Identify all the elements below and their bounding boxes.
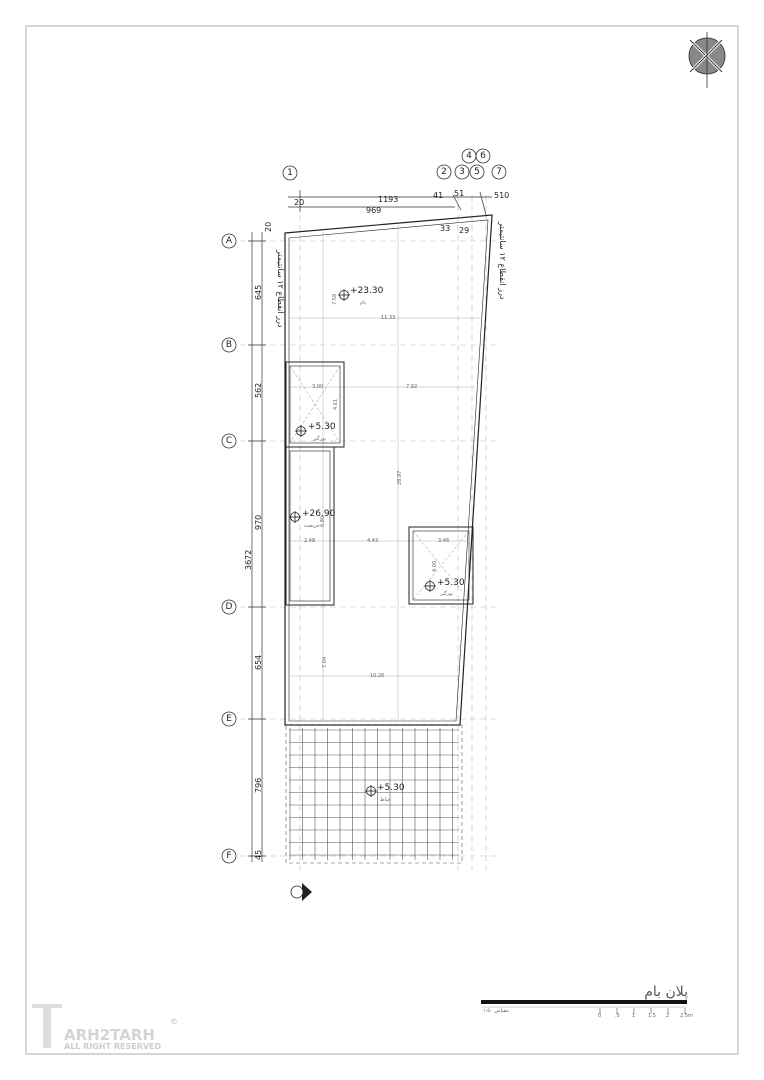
- inner-dim-10: 3.46: [438, 538, 450, 544]
- grid-label-F: F: [226, 851, 232, 861]
- logo-watermark: [32, 1004, 178, 1051]
- dim-top-right-b: 51: [454, 189, 465, 198]
- inner-dim-5: 4.61: [333, 398, 339, 410]
- inner-dim-3: 3.00: [312, 384, 324, 390]
- level-value: +5.30: [437, 578, 465, 588]
- grid-bubble-1: [283, 166, 297, 180]
- inner-dim-8: 6.80: [320, 515, 326, 527]
- grid-label-5: 5: [474, 167, 480, 177]
- dim-top-right-d: 33: [440, 224, 451, 233]
- dim-top-total: 1193: [378, 195, 399, 204]
- grid-label-2: 2: [441, 167, 447, 177]
- grid-label-C: C: [225, 436, 233, 446]
- column-bubbles: [283, 149, 506, 180]
- inner-dim-2: 11.33: [381, 315, 396, 321]
- level-marker-yard: [365, 783, 405, 803]
- grid-bubble-6: [476, 149, 490, 163]
- dim-top-left: 20: [294, 198, 305, 207]
- scale-tick: .5: [615, 1013, 620, 1019]
- grid-bubble-7: [492, 165, 506, 179]
- grid-label-6: 6: [480, 151, 486, 161]
- grid-bubble-4: [462, 149, 476, 163]
- north-arrow-icon: [689, 32, 725, 88]
- sheet-border: [26, 26, 738, 1054]
- row-bubbles: [222, 234, 236, 863]
- dim-left-top: 20: [264, 221, 273, 232]
- inner-dim-4: 7.92: [406, 384, 418, 390]
- level-marker-roof: [338, 286, 384, 306]
- level-label: خرپشته: [304, 523, 320, 529]
- grid-label-D: D: [225, 602, 233, 612]
- scale-label: مقیاس ۱:۵۰: [483, 1008, 509, 1014]
- left-dimensions: [248, 232, 266, 862]
- logo-text: ARH2TARH: [64, 1026, 155, 1044]
- level-value: +26.90: [302, 509, 336, 519]
- level-value: +5.30: [377, 783, 405, 793]
- inner-dim-6: 28.97: [397, 470, 403, 485]
- dim-top-inner: 969: [366, 206, 382, 215]
- grid-label-3: 3: [459, 167, 465, 177]
- dim-left-total: 3672: [244, 549, 253, 570]
- inner-dim-11: 4.00: [432, 560, 438, 572]
- dim-top-right-e: 29: [459, 226, 470, 235]
- level-label: نورگیر: [440, 591, 454, 597]
- grid-label-A: A: [225, 236, 233, 246]
- scale-tick: 2.5m: [680, 1013, 693, 1019]
- level-label: حیاط: [380, 797, 391, 803]
- inner-dim-1: 7.58: [332, 293, 338, 305]
- grid-bubble-3: [455, 165, 469, 179]
- grid-label-B: B: [225, 340, 233, 350]
- grid-label-7: 7: [496, 167, 502, 177]
- grid-label-4: 4: [466, 151, 472, 161]
- dim-left-seg-5: 796: [254, 777, 263, 793]
- dim-left-seg-3: 970: [254, 514, 263, 530]
- dim-left-seg-2: 562: [254, 382, 263, 398]
- scale-ticks: [598, 1013, 693, 1019]
- inner-dims: [304, 294, 449, 679]
- scale-tick: 1: [632, 1013, 636, 1019]
- joint-note-right: درز انقطاع ۱۲ سانتیمتر: [498, 222, 507, 300]
- inner-dim-9: 4.43: [367, 538, 379, 544]
- scale-tick: 0: [598, 1013, 602, 1019]
- level-label: نورگیر: [313, 436, 327, 442]
- level-marker-skylight-1: [295, 422, 336, 442]
- dim-top-right-a: 41: [433, 191, 444, 200]
- inner-dim-13: 10.26: [370, 673, 385, 679]
- scale-tick: 2: [666, 1013, 670, 1019]
- dim-left-seg-4: 654: [254, 654, 263, 670]
- grid-bubble-2: [437, 165, 451, 179]
- grid-label-E: E: [226, 714, 232, 724]
- dim-top-right-c: 510: [494, 191, 510, 200]
- level-value: +23.30: [350, 286, 384, 296]
- grid-label-1: 1: [287, 168, 293, 178]
- drawing-title: پلان بام: [644, 984, 688, 1000]
- logo-mark: ©: [170, 1017, 178, 1026]
- inner-dim-7: 2.48: [304, 538, 316, 544]
- level-value: +5.30: [308, 422, 336, 432]
- section-marker-icon: [291, 883, 312, 901]
- dim-left-seg-1: 645: [254, 284, 263, 300]
- level-marker-stair: [289, 509, 336, 529]
- scale-bar: [481, 1000, 687, 1014]
- roof-outline: [285, 215, 492, 725]
- scale-tick: 1.5: [648, 1013, 656, 1019]
- logo-subtext: ALL RIGHT RESERVED: [64, 1042, 162, 1051]
- joint-note-left: درز انقطاع ۱۲ سانتیمتر: [276, 250, 285, 328]
- grid-bubble-5: [470, 165, 484, 179]
- level-label: بام: [360, 300, 367, 306]
- inner-dim-12: 7.04: [322, 656, 328, 668]
- dim-left-seg-6: 45: [254, 849, 263, 860]
- level-marker-skylight-2: [424, 578, 465, 597]
